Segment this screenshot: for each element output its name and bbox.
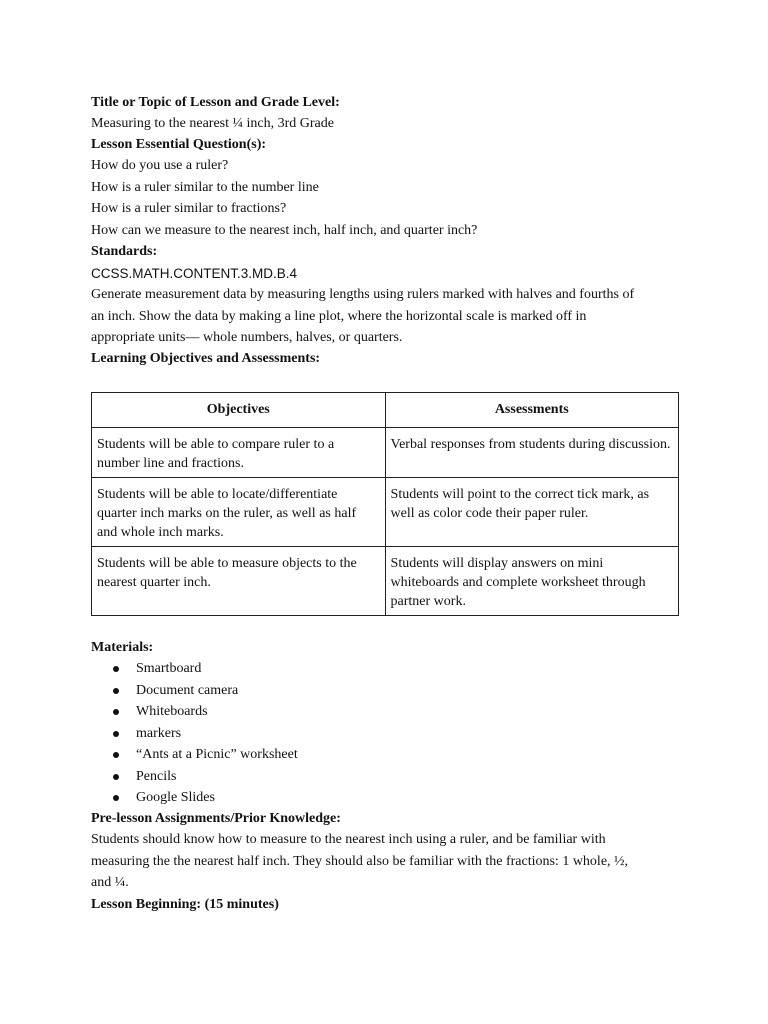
material-label: Document camera [136,682,239,698]
assessment-cell: Students will display answers on mini whiteboards and complete worksheet through partner work. [385,547,678,616]
list-item [110,680,298,702]
table-header-row [92,393,679,428]
list-item [110,744,298,766]
bullet-icon [113,752,119,758]
objectives-table [91,392,679,616]
list-item [110,787,298,809]
list-item [110,701,298,723]
objective-cell: Students will be able to measure objects to the nearest quarter inch. [92,547,386,616]
standard-code: CCSS.MATH.CONTENT.3.MD.B.4 [91,266,298,281]
objectives-column-header: Objectives [92,393,386,428]
table-row [92,478,679,547]
standard-text-line: Generate measurement data by measuring lengths using rulers marked with halves and fourths of [91,287,635,302]
standards-heading: Standards: [91,244,158,259]
title-value: Measuring to the nearest ¼ inch, 3rd Grade [91,116,334,131]
list-item [110,766,298,788]
standard-text-line: an inch. Show the data by making a line plot, where the horizontal scale is marked off in [91,309,587,324]
material-label: Pencils [136,768,177,784]
assessments-column-header: Assessments [385,393,678,428]
question-item: How can we measure to the nearest inch, half inch, and quarter inch? [91,223,478,238]
material-label: Smartboard [136,661,202,676]
bullet-icon [113,709,119,715]
table-row [92,428,679,478]
lesson-beginning-heading: Lesson Beginning: (15 minutes) [91,897,279,912]
prior-knowledge-line: Students should know how to measure to the nearest inch using a ruler, and be familiar with [91,832,606,847]
materials-list [110,658,298,809]
question-item: How is a ruler similar to the number line [91,180,319,195]
prior-knowledge-line: measuring the the nearest half inch. They should also be familiar with the fractions: 1 whole, ½, [91,854,629,869]
bullet-icon [113,731,119,737]
material-label: Whiteboards [136,704,208,719]
objectives-heading: Learning Objectives and Assessments: [91,351,321,366]
objective-cell: Students will be able to locate/differentiate quarter inch marks on the ruler, as well as half and whole inch marks. [92,478,386,547]
bullet-icon [113,688,119,694]
bullet-icon [113,795,119,801]
bullet-icon [113,666,119,672]
material-label: Google Slides [136,790,215,805]
question-item: How is a ruler similar to fractions? [91,201,287,216]
prior-knowledge-line: and ¼. [91,875,129,890]
question-heading: Lesson Essential Question(s): [91,137,267,152]
bullet-icon [113,774,119,780]
table-row [92,547,679,616]
standard-text-line: appropriate units— whole numbers, halves, or quarters. [91,330,403,345]
material-label: “Ants at a Picnic” worksheet [136,747,298,762]
title-heading: Title or Topic of Lesson and Grade Level: [91,95,340,110]
assessment-cell: Verbal responses from students during discussion. [385,428,678,478]
list-item [110,723,298,745]
objective-cell: Students will be able to compare ruler to a number line and fractions. [92,428,386,478]
question-item: How do you use a ruler? [91,158,229,173]
list-item [110,658,298,680]
prior-knowledge-heading: Pre-lesson Assignments/Prior Knowledge: [91,811,341,826]
material-label: markers [136,725,182,741]
materials-heading: Materials: [91,640,154,655]
assessment-cell: Students will point to the correct tick mark, as well as color code their paper ruler. [385,478,678,547]
